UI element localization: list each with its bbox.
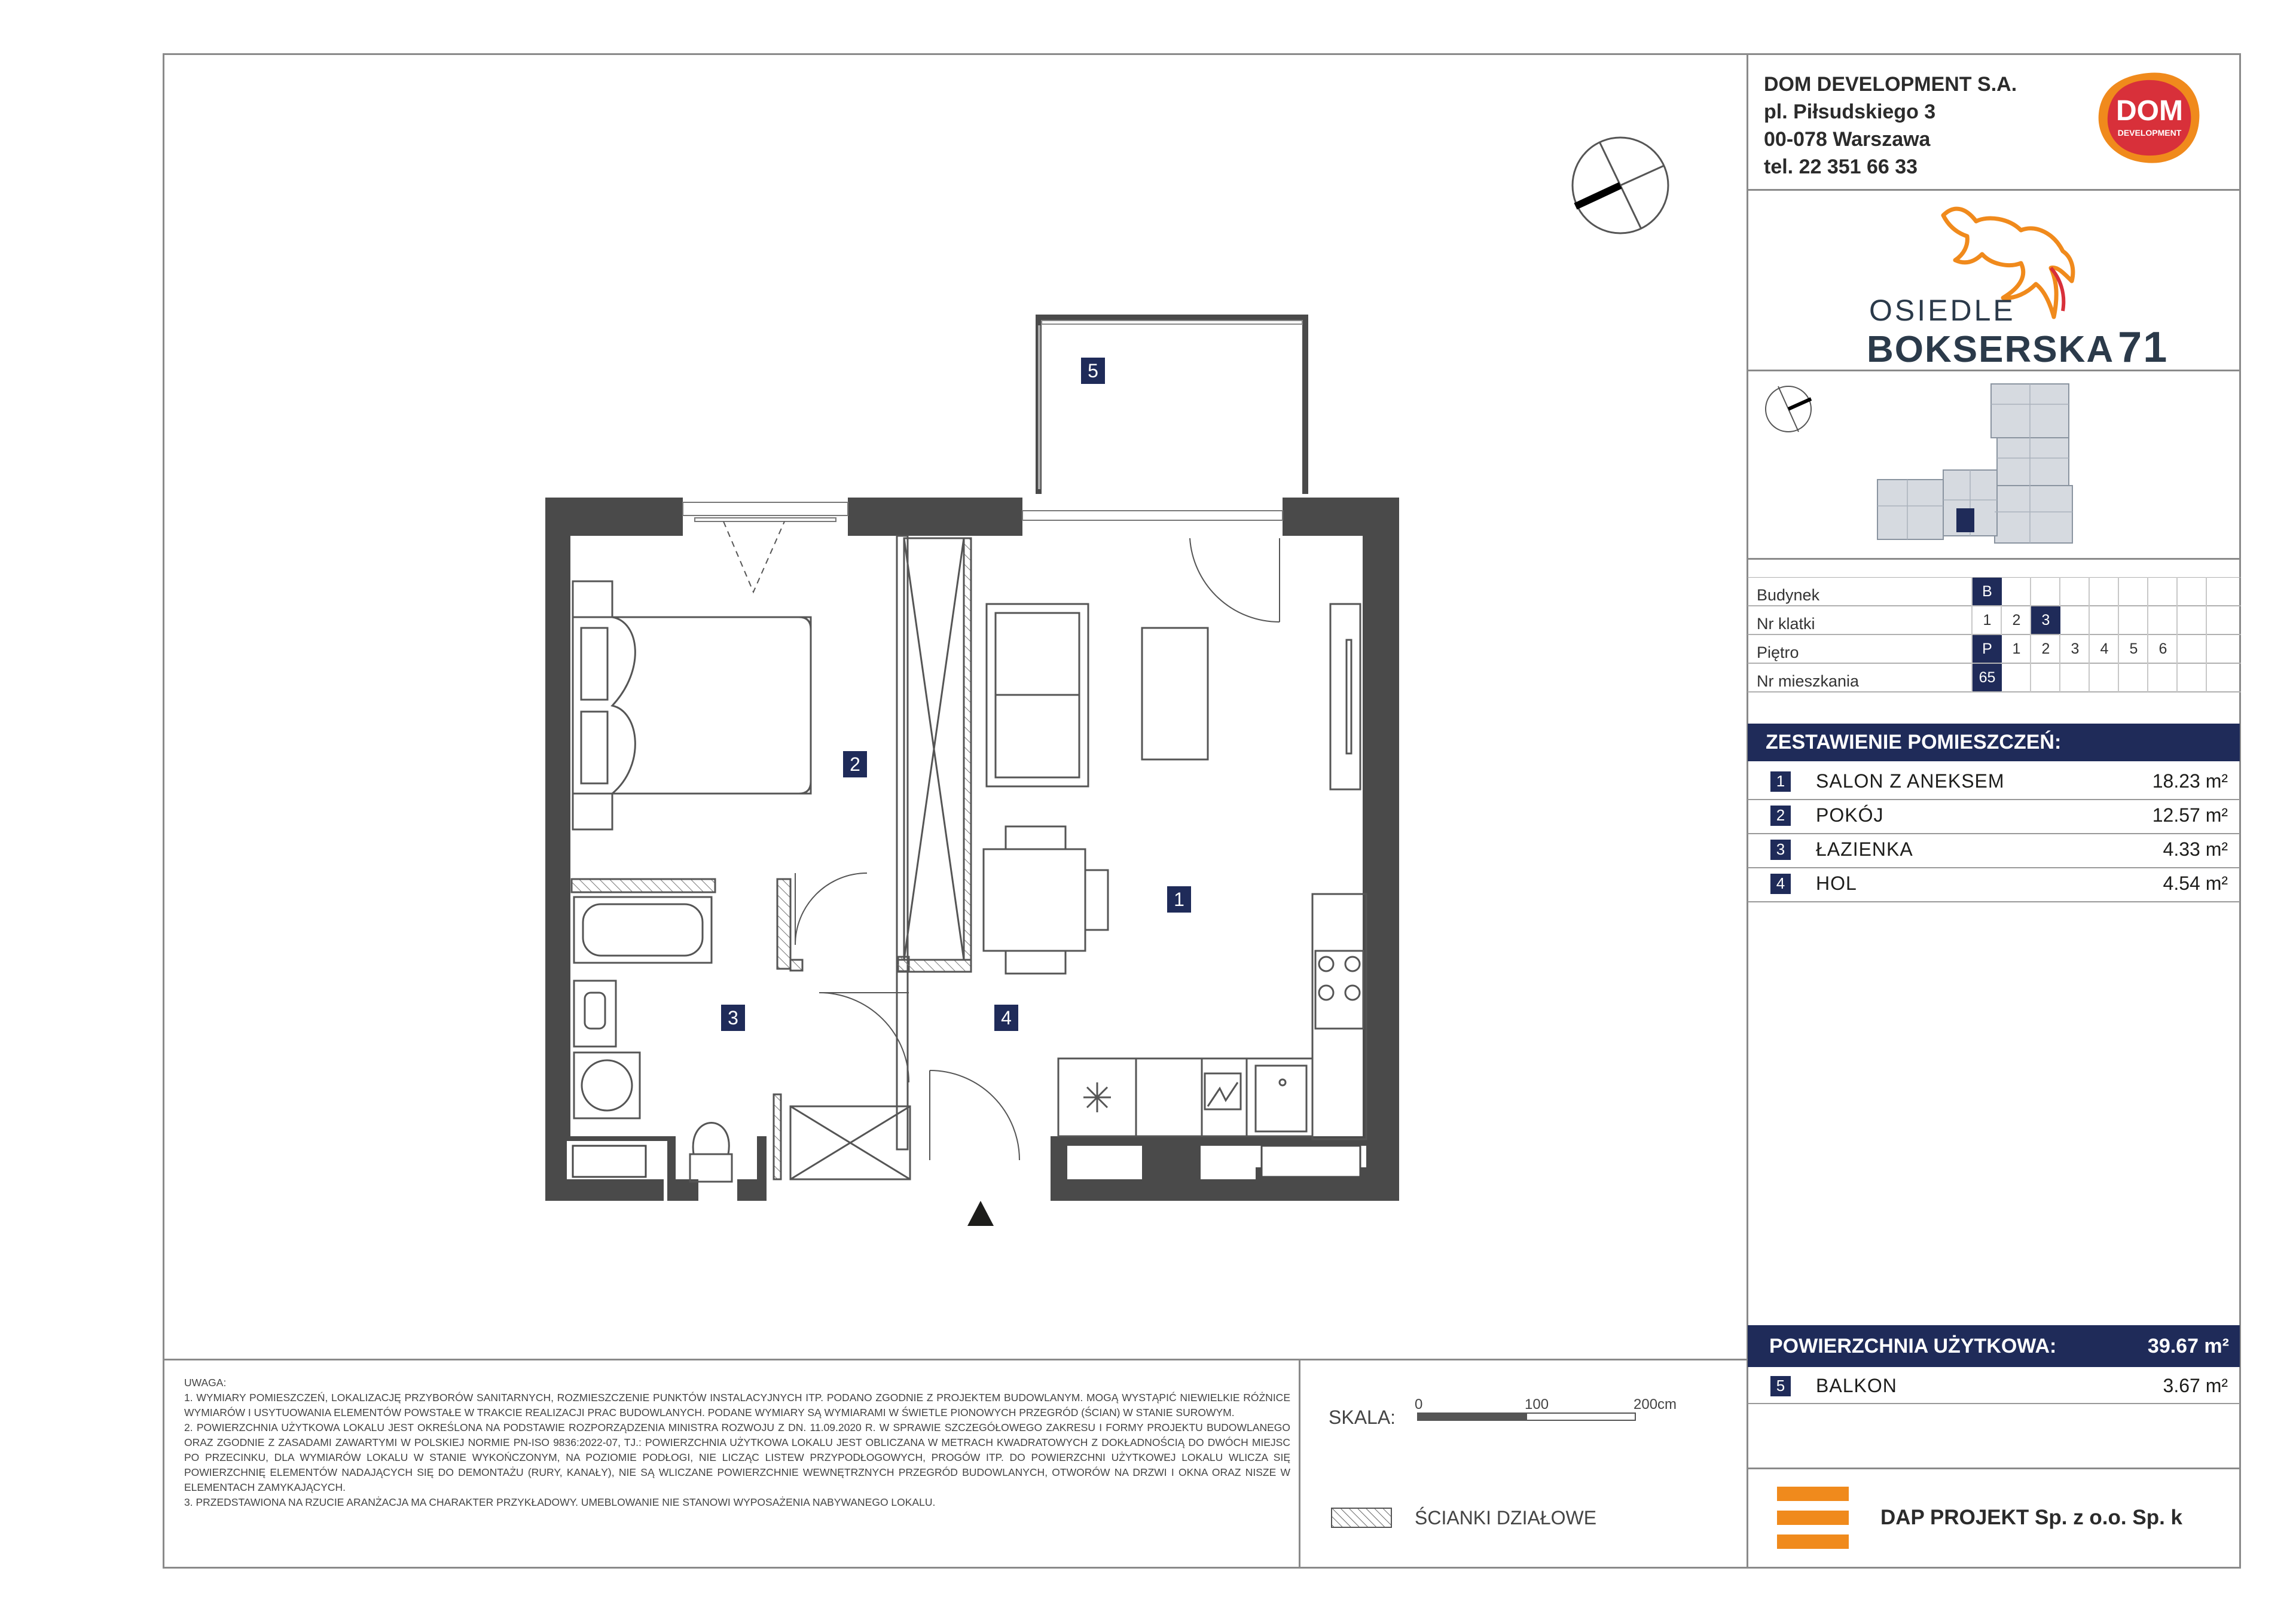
hatch-swatch-icon [1331,1508,1392,1528]
company-phone: tel. 22 351 66 33 [1764,155,1918,178]
room-row [1748,799,2240,832]
room-row [1748,833,2240,866]
staircase-cell: 1 [1983,611,1992,629]
dap-projekt-logo-icon [1777,1487,1849,1549]
room-row-divider [1748,1403,2240,1404]
row-label-building: Budynek [1757,586,1820,604]
exterior-walls [545,498,1399,1201]
floor-cell: 5 [2129,640,2138,657]
note-item: 3. PRZEDSTAWIONA NA RZUCIE ARANŻACJA MA CHARAKTER PRZYKŁADOWY. UMEBLOWANIE NIE STANOWI WYPOSAŻENIA NABYWANEGO LOKALU. [184,1496,936,1508]
usable-area-value: 39.67 m² [2147,1334,2229,1357]
tb-line-3 [1747,558,2241,560]
room-name: POKÓJ [1816,804,1884,826]
project-number: 71 [2118,324,2169,371]
company-city: 00-078 Warszawa [1764,128,1931,151]
room-name: HOL [1816,872,1857,894]
note-item: 1. WYMIARY POMIESZCZEŃ, LOKALIZACJĘ PRZYBORÓW SANITARNYCH, ROZMIESZCZENIE PUNKTÓW INSTALACYJNYCH ITP. PODANO ZGODNIE Z PROJEKTEM BUDOWLANYM. MOGĄ WYSTĄPIĆ NIEWIELKIE RÓŻNICE WYMIARÓW I USYTUOWANIA ELEMENTÓW POWSTAŁE W TRAKCIE REALIZACJI PRAC BUDOWLANYCH. PODANE WYMIARY SĄ WYMIARAMI W ŚWIETLE PIONOWYCH PRZEGRÓD (ŚCIAN) W STANIE SUROWYM. [184,1392,1290,1418]
room-number-badge: 4 [1770,874,1791,894]
room-area: 12.57 m² [2152,804,2228,826]
scale-tick-100: 100 [1525,1396,1549,1413]
room-name: BALKON [1816,1375,1897,1396]
staircase-cell: 2 [2012,611,2021,629]
room-row-divider [1748,901,2240,902]
rooms-header: ZESTAWIENIE POMIESZCZEŃ: [1748,724,2240,761]
plan-label-pokoj: 2 [843,751,867,777]
note-item: 2. POWIERZCHNIA UŻYTKOWA LOKALU JEST OKREŚLONA NA PODSTAWIE ROZPORZĄDZENIA MINISTRA ROZWOJU Z DN. 11.09.2020 R. W SPRAWIE SZCZEGÓŁOWEGO ZAKRESU I FORMY PROJEKTU BUDOWLANEGO ORAZ ZGODNIE Z ZASADAMI ZAWARTYMI W POLSKIEJ NORMIE PN-ISO 9836:2022-07, TJ.: POWIERZCHNIA UŻYTKOWA LOKALU JEST OBLICZANA W METRACH KWADRATOWYCH Z DOKŁADNOŚCIĄ DO DWÓCH MIEJSC PO PRZECINKU, DLA WYMIARÓW LOKALU W STANIE WYKOŃCZONYM, NA POZIOMIE PODŁOGI, NIE LICZĄC LISTEW PRZYPODŁOGOWYCH, PROGÓW ITP. DO POWIERZCHNI UŻYTKOWEJ LOKALU WLICZA SIĘ POWIERZCHNIĘ ELEMENTÓW NADAJĄCYCH SIĘ DO DEMONTAŻU (RURY, KANAŁY), NIE SĄ WLICZANE POWIERZCHNIE WEWNĘTRZNYCH PRZEGRÓD BUDOWLANYCH, OTWORÓW NA DRZWI I OKNA ORAZ NISZE W ELEMENTACH ZAMYKAJĄCYCH. [184,1421,1290,1493]
floor-cell: 2 [2041,640,2050,657]
floor-cell-selected: P [1973,635,2002,663]
scale-label: SKALA: [1329,1407,1396,1428]
scale-bar [1417,1413,1636,1421]
key-plan-compass-icon [1764,385,1813,434]
row-label-staircase: Nr klatki [1757,615,1815,633]
scale-tick-0: 0 [1415,1396,1423,1413]
room-area: 18.23 m² [2152,770,2228,792]
room-name: ŁAZIENKA [1816,838,1913,860]
balcony-outline [1036,315,1308,494]
apartment-number-cell: 65 [1973,664,2002,691]
designer-name: DAP PROJEKT Sp. z o.o. Sp. k [1880,1506,2182,1529]
company-street: pl. Piłsudskiego 3 [1764,100,1936,123]
room-number-badge: 2 [1770,806,1791,826]
floor-plan [538,311,1411,1244]
floor-cell: 1 [2012,640,2021,657]
compass-icon [1570,135,1671,236]
room-row [1748,765,2240,798]
company-name: DOM DEVELOPMENT S.A. [1764,73,2017,96]
project-name-line1: OSIEDLE [1869,294,2016,327]
plan-label-lazienka: 3 [721,1005,745,1031]
company-address [1764,71,2017,181]
plan-label-balkon: 5 [1081,358,1105,384]
living-furniture [984,604,1360,974]
floor-cell: 6 [2158,640,2167,657]
building-cell-selected: B [1973,578,2002,605]
floor-cell: 4 [2100,640,2109,657]
notes-divider [163,1359,1747,1360]
project-street: BOKSERSKA [1867,329,2115,370]
building-key-plan [1871,380,2111,548]
usable-area-band [1748,1325,2240,1367]
logo-text-development: DEVELOPMENT [2117,128,2182,138]
partition-walls [572,536,909,1179]
legend-partition-walls: ŚCIANKI DZIAŁOWE [1415,1507,1597,1529]
row-label-floor: Piętro [1757,643,1799,661]
row-label-apartment: Nr mieszkania [1757,672,1860,690]
room-area: 3.67 m² [2163,1375,2228,1396]
scale-tick-200: 200cm [1634,1396,1677,1413]
staircase-cell-selected: 3 [2031,606,2060,634]
notes-scale-divider [1299,1359,1300,1568]
plan-label-salon: 1 [1167,886,1191,913]
bedroom-furniture [573,581,811,829]
room-name: SALON Z ANEKSEM [1816,770,2005,792]
notes-block [184,1375,1290,1510]
room-number-badge: 5 [1770,1376,1791,1396]
balcony-row [1748,1369,2240,1402]
usable-area-label: POWIERZCHNIA UŻYTKOWA: [1769,1334,2057,1357]
logo-text-dom: DOM [2116,95,2183,127]
room-area: 4.54 m² [2163,872,2228,894]
notes-title: UWAGA: [184,1377,227,1389]
tb-line-1 [1747,189,2241,191]
project-name-line2 [1867,323,2168,372]
room-number-badge: 3 [1770,840,1791,860]
plan-label-hol: 4 [994,1005,1018,1031]
entrance-arrow-icon [967,1201,994,1226]
room-row [1748,867,2240,900]
room-area: 4.33 m² [2163,838,2228,860]
room-number-badge: 1 [1770,771,1791,792]
dom-development-logo [2092,67,2205,169]
tb-line-4 [1747,1468,2241,1469]
floor-cell: 3 [2071,640,2080,657]
